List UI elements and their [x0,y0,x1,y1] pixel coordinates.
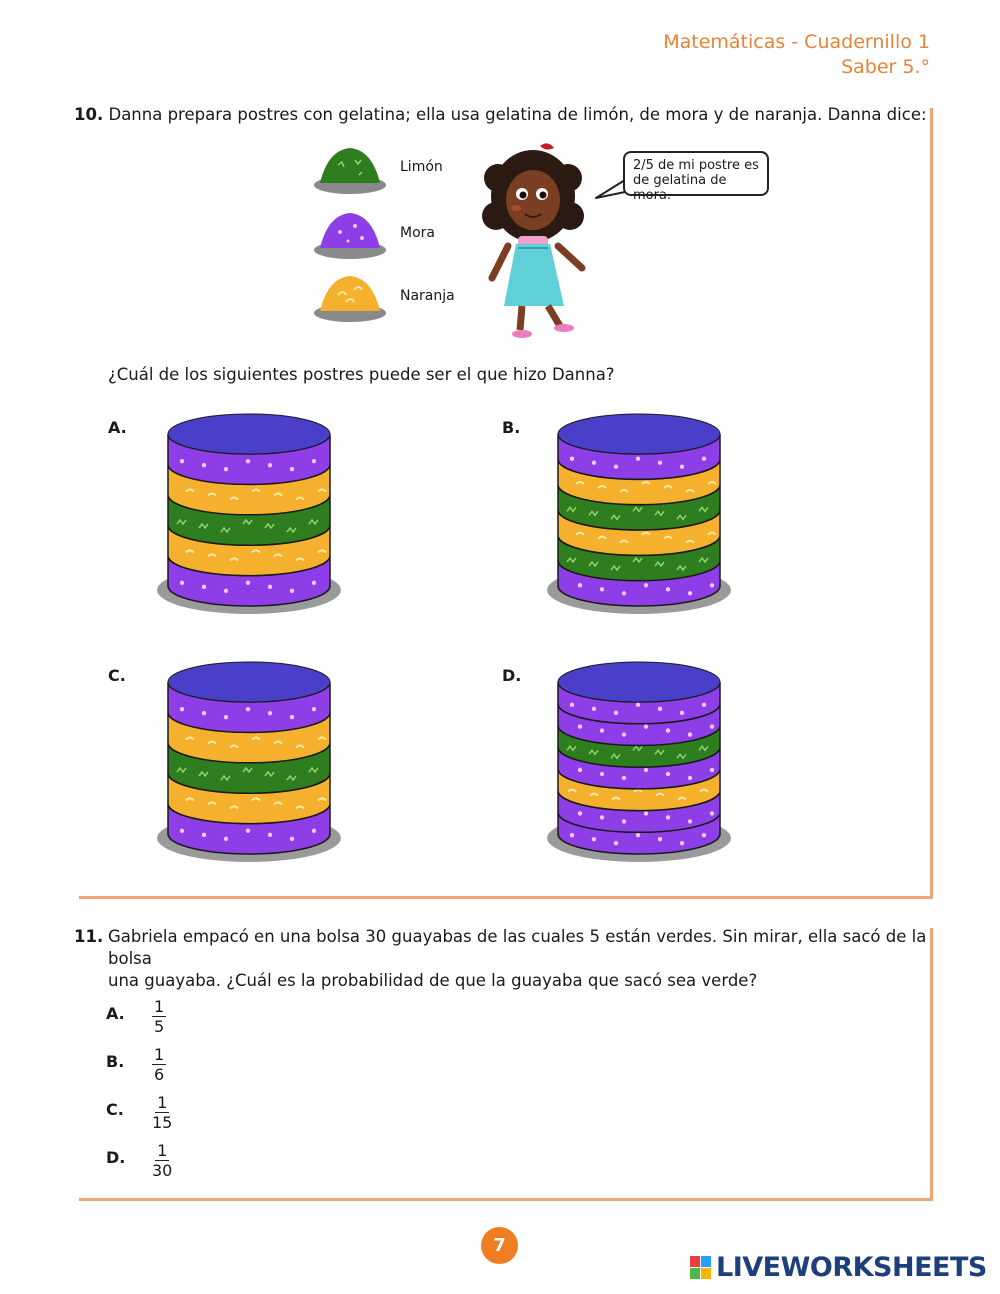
subject-title: Matemáticas - Cuadernillo 1 [663,31,930,53]
speech-bubble [623,151,769,203]
danna-girl-illustration [478,138,598,340]
option-a-letter[interactable]: A. [108,418,127,437]
denominator: 30 [152,1161,173,1180]
brand-text: LIVEWORKSHEETS [716,1252,987,1283]
page-number-badge: 7 [481,1227,518,1264]
speech-line-1: 2/5 de mi postre es [633,158,759,173]
question-number: 10. [74,105,104,124]
question-11-text [108,926,928,992]
denominator: 5 [154,1017,165,1036]
cake-top [558,662,720,702]
numerator: 1 [157,1093,168,1112]
fraction [152,1093,172,1132]
fraction [152,1045,166,1084]
cake-option-c[interactable] [152,656,348,876]
limon-mound-icon [314,148,386,194]
numerator: 1 [154,997,165,1016]
mora-mound-icon [314,213,386,259]
option-d-letter[interactable]: D. [502,666,522,685]
option-letter: D. [106,1148,126,1167]
legend-label-limon: Limón [400,159,443,175]
option-letter: A. [106,1004,125,1023]
speech-line-2: de gelatina de mora. [633,173,727,203]
question-11-line-1: Gabriela empacó en una bolsa 30 guayabas de las cuales 5 están verdes. Sin mirar, ella sacó de la bolsa [108,927,927,968]
question-11-line-2: una guayaba. ¿Cuál es la probabilidad de que la guayaba que sacó sea verde? [108,971,758,990]
numerator: 1 [154,1045,165,1064]
cake-option-a[interactable] [152,408,348,628]
option-letter: B. [106,1052,125,1071]
cake-top [168,662,330,702]
question-11-number: 11. [74,927,104,946]
cake-top [168,414,330,454]
numerator: 1 [157,1141,168,1160]
cake-option-b[interactable] [542,408,738,628]
option-letter: C. [106,1100,124,1119]
fraction [152,997,166,1036]
question-10-stem [74,104,927,126]
option-c-letter[interactable]: C. [108,666,126,685]
fraction [152,1141,172,1180]
cake-option-d[interactable] [542,656,738,876]
option-b-letter[interactable]: B. [502,418,521,437]
grade-label: Saber 5.° [841,56,930,78]
legend-label-mora: Mora [400,225,435,241]
question-text: Danna prepara postres con gelatina; ella usa gelatina de limón, de mora y de naranja. Danna dice: [108,105,927,124]
question-10-prompt: ¿Cuál de los siguientes postres puede ser el que hizo Danna? [108,365,615,384]
gelatin-legend-mounds [310,140,400,325]
cake-top [558,414,720,454]
naranja-mound-icon [314,276,386,322]
denominator: 6 [154,1065,165,1084]
liveworksheets-logo-icon [690,1256,712,1280]
denominator: 15 [152,1113,173,1132]
liveworksheets-brand[interactable] [690,1252,987,1283]
page-header [663,30,930,80]
legend-label-naranja: Naranja [400,288,455,304]
